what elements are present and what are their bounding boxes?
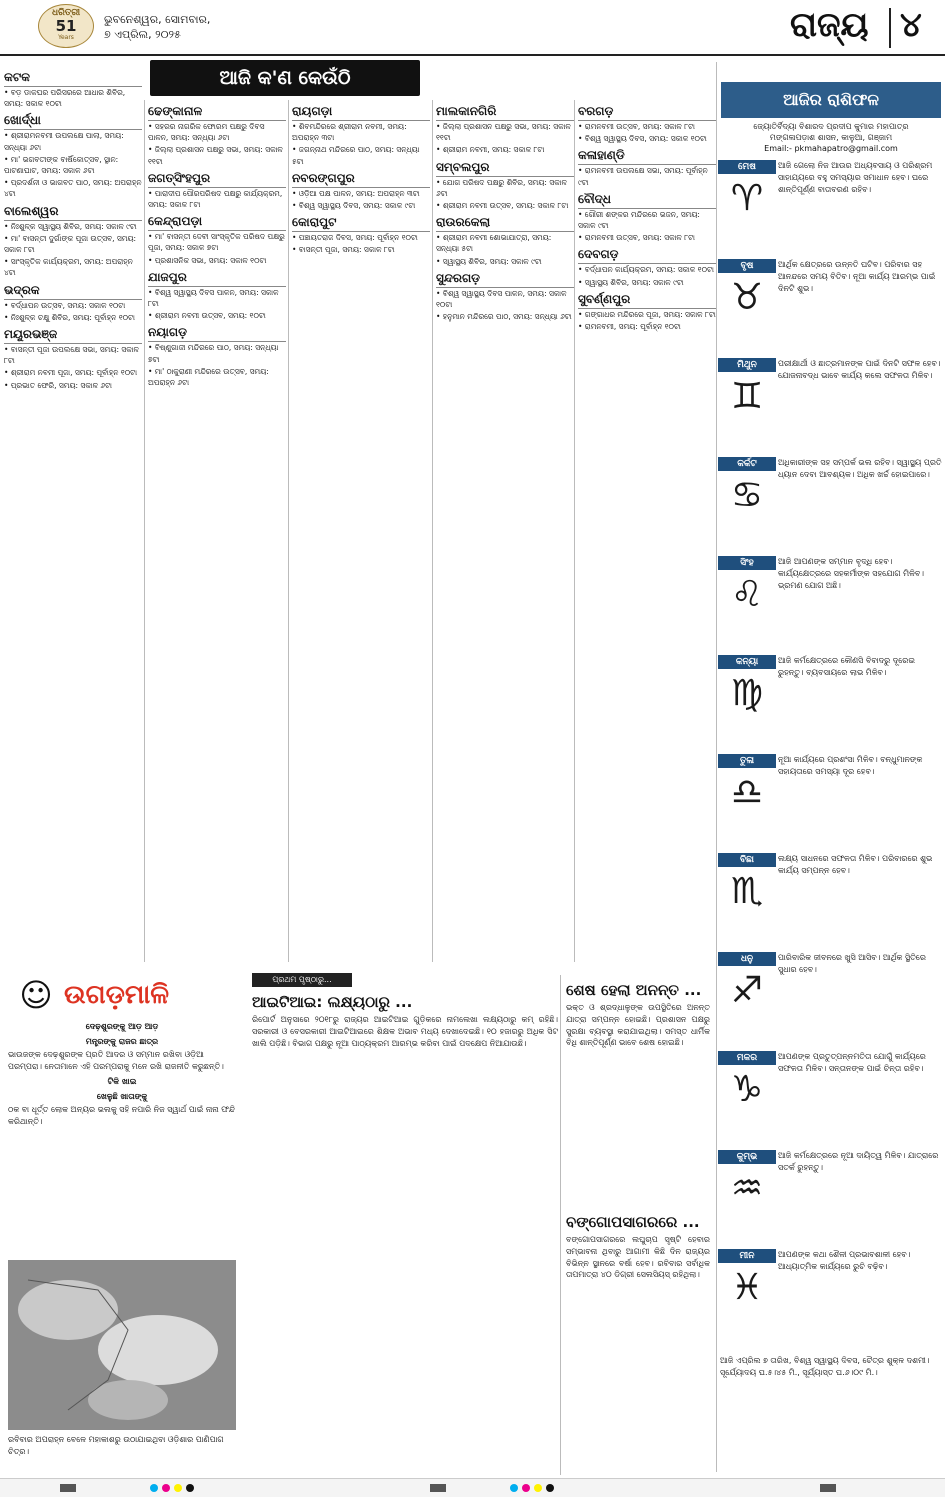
ugadmali-subheading-2: ଖେଳୁଛି ଖାତାଙ୍କୁ [96, 1092, 148, 1101]
district-heading: ବାଲେଶ୍ୱର [4, 203, 142, 221]
event-entry: • ଶ୍ରୀରାମ ନବମୀ ଉତ୍ସବ, ସମୟ: ସକାଳ ୮ଟା [436, 201, 569, 211]
magenta-dot [522, 1484, 530, 1492]
horoscope-sign-text: ପରୀକ୍ଷାର୍ଥୀ ଓ ଛାତ୍ରମାନଙ୍କ ପାଇଁ ଦିନଟି ସଫଳ ହେବ। ଯୋଜନାବଦ୍ଧ ଭାବେ କାର୍ଯ୍ୟ କଲେ ସଫଳତା ମିଳିବ। [778, 359, 941, 381]
print-color-bar [0, 1478, 945, 1497]
event-entry: • ଶ୍ରୀରାମ ନବମୀ ଶୋଭାଯାତ୍ରା, ସମୟ: ସନ୍ଧ୍ୟା ୫ଟା [436, 233, 552, 254]
satellite-cloud-map [8, 1260, 236, 1430]
horoscope-author: ଜ୍ୟୋତିର୍ବିଦ୍ୟା ବିଶାରଦ ପ୍ରଦୀପ କୁମାର ମହାପାତ୍ର [753, 122, 909, 131]
horoscope-sign [718, 160, 942, 255]
event-entry: • ଶ୍ରୀରାମ ନବମୀ, ସମୟ: ସକାଳ ୮ଟା [436, 145, 545, 155]
event-entry: • ଯୋଗ ପରିଷଦ ପକ୍ଷରୁ ଶିବିର, ସମୟ: ସକାଳ ୬ଟା [436, 177, 567, 198]
horoscope-sign-name: ମୀନ [718, 1249, 776, 1263]
district-heading: ବୌଦ୍ଧ [578, 191, 716, 209]
logo-title: ଧରିତ୍ରୀ [51, 8, 81, 18]
event-entry: • ବିଶ୍ୱ ସ୍ୱାସ୍ଥ୍ୟ ଦିବସ, ସମୟ: ସକାଳ ୧୦ଟା [578, 134, 707, 144]
event-entry: • ନିଃଶୁଳ୍କ ସ୍ୱାସ୍ଥ୍ୟ ଶିବିର, ସମୟ: ସକାଳ ୯ଟା [4, 221, 137, 231]
event-entry: • ଜଗନ୍ନାଥ ମନ୍ଦିରରେ ପାଠ, ସମୟ: ସନ୍ଧ୍ୟା ୫ଟା [292, 145, 420, 166]
horoscope-sign-text: ଆପଣଙ୍କ ପ୍ରତୁତ୍ପନ୍ନମତିତା ଯୋଗୁଁ କାର୍ଯ୍ୟରେ ସଫଳତା ମିଳିବ। ସନ୍ତାନଙ୍କ ପାଇଁ ଚିନ୍ତା ରହିବ। [778, 1052, 926, 1074]
anniversary-logo [38, 4, 94, 48]
event-entry: • ଗୌରୀ ଶଙ୍କର ମନ୍ଦିରରେ ଭଜନ, ସମୟ: ସକାଳ ୯ଟା [578, 209, 700, 231]
district-heading: ଜଗତ୍‌ସିଂହପୁର [148, 170, 286, 188]
ugadmali-column [8, 1018, 236, 1128]
horoscope-email: Email:- pkmahapatro@gmail.com [764, 144, 898, 153]
satellite-image [8, 1260, 236, 1430]
horoscope-address: ମଙ୍ଗଳାପଡ଼ାଶ ଶାସନ, କାଳୁଆ, ଗଞ୍ଜାମ [769, 133, 893, 142]
event-entry: • ପ୍ରଦର୍ଶନୀ ଓ ଭାଗବତ ପାଠ, ସମୟ: ଅପରାହ୍ନ ୪ଟା [4, 178, 142, 199]
horoscope-sign [718, 655, 942, 750]
district-heading: ସୁନ୍ଦରଗଡ଼ [436, 270, 574, 288]
district-heading: ଖୋର୍ଦ୍ଧା [4, 112, 142, 130]
story-anant [566, 980, 710, 1210]
horoscope-sign-text: ଲକ୍ଷ୍ୟ ସାଧନରେ ସଫଳତା ମିଳିବ। ପରିବାରରେ ଶୁଭ କାର୍ଯ୍ୟ ସମ୍ପନ୍ନ ହେବ। [778, 854, 933, 876]
dateline-place: ଭୁବନେଶ୍ୱର, ସୋମବାର, [104, 13, 211, 26]
zodiac-sign-icon: ♌ [730, 574, 764, 615]
column-divider [288, 100, 289, 962]
district-heading: କଟକ [4, 69, 142, 87]
district-heading: କେନ୍ଦ୍ରାପଡ଼ା [148, 213, 286, 231]
event-entry: • ସ୍ୱାସ୍ଥ୍ୟ ଶିବିର, ସମୟ: ସକାଳ ୯ଟା [578, 277, 684, 287]
horoscope-sign-name: ମେଷ [718, 160, 776, 174]
event-entry: • ରାମନବମୀ ଉତ୍ସବ, ସମୟ: ସକାଳ ୮ଟା [578, 233, 696, 243]
event-entry: • ଓଡ଼ିଆ ପକ୍ଷ ପାଳନ, ସମୟ: ଅପରାହ୍ନ ୩ଟା [292, 188, 420, 198]
horoscope-sign-name: କୁମ୍ଭ [718, 1150, 776, 1164]
horoscope-sign [718, 259, 942, 354]
continued-tag: ପ୍ରଥମ ପୃଷ୍ଠାରୁ... [252, 973, 352, 987]
black-dot [186, 1484, 194, 1492]
column-divider [560, 975, 561, 1475]
event-entry: • ସ୍ୱାସ୍ଥ୍ୟ ଶିବିର, ସମୟ: ସକାଳ ୯ଟା [436, 256, 542, 266]
zodiac-sign-icon: ♑ [730, 1069, 764, 1110]
district-heading: ରାୟଗଡ଼ା [292, 103, 430, 121]
district-heading: ନୟାଗଡ଼ [148, 324, 286, 342]
horoscope-footer: ଆଜି ଏପ୍ରିଲ ୭ ତାରିଖ, ବିଶ୍ୱ ସ୍ୱାସ୍ଥ୍ୟ ଦିବସ, ଚୈତ୍ର ଶୁକ୍ଳ ଦଶମୀ। ସୂର୍ଯ୍ୟୋଦୟ ଘ.୫।୪୫ ମି., ସୂର୍ଯ୍ୟାସ୍ତ ଘ.୬।୦୯ ମି.। [720, 1356, 930, 1378]
district-heading: ଭଦ୍ରକ [4, 282, 142, 300]
dateline [104, 12, 210, 42]
ugadmali-subheading-1: ମନ୍ତ୍ରଙ୍କୁ ରାଜର ଛାତ୍ର [85, 1037, 159, 1046]
horoscope-sign-text: ପାରିବାରିକ ଜୀବନରେ ଖୁସି ଆସିବ। ଆର୍ଥିକ ସ୍ଥିତିରେ ସୁଧାର ହେବ। [778, 953, 926, 975]
satellite-caption: ରବିବାର ଅପରାହ୍ନ ବେଳେ ମହାକାଶରୁ ଉଠାଯାଇଥିବା ଓଡ଼ିଶାର ପାଣିପାଗ ଚିତ୍ର। [8, 1435, 224, 1456]
horoscope-sign-name: ବିଛା [718, 853, 776, 867]
event-entry: • ଶ୍ରୀରାମ ନବମୀ ପୂଜା, ସମୟ: ପୂର୍ବାହ୍ନ ୧୦ଟା [4, 368, 138, 378]
event-entry: • ରାମନବମୀ ଉପଲକ୍ଷେ ସଭା, ସମୟ: ପୂର୍ବାହ୍ନ ୯ଟା [578, 166, 708, 187]
event-entry: • ବାସନ୍ତୀ ପୂଜା ଉପଲକ୍ଷେ ସଭା, ସମୟ: ସକାଳ ୮ଟା [4, 345, 139, 366]
story-bay [566, 1212, 710, 1472]
horoscope-sign [718, 853, 942, 948]
events-column [4, 66, 142, 966]
zodiac-sign-icon: ♉ [730, 277, 764, 318]
horoscope-sign [718, 1249, 942, 1344]
events-column [436, 100, 574, 966]
horoscope-sign-name: ମକର [718, 1051, 776, 1065]
horoscope-sign-text: ଆଜି କର୍ମକ୍ଷେତ୍ରରେ ନୂଆ ଦାୟିତ୍ୱ ମିଳିବ। ଯାତ୍ରାରେ ସତର୍କ ରୁହନ୍ତୁ। [778, 1151, 939, 1173]
event-entry: • ଶିବମନ୍ଦିରରେ ଶ୍ରୀରାମ ନବମୀ, ସମୟ: ଅପରାହ୍ନ ୩ଟା [292, 122, 407, 143]
district-heading: ରାଉରକେଲା [436, 214, 574, 232]
events-column [148, 100, 286, 966]
gray-swatch [820, 1484, 836, 1492]
horoscope-byline [721, 121, 941, 154]
story-bay-title: ବଙ୍ଗୋପସାଗରରେ ... [566, 1213, 700, 1231]
horoscope-sign-name: ଧନୁ [718, 952, 776, 966]
ugadmali-title: ଉଗଡ଼ମାଳି [64, 980, 170, 1010]
horoscope-sign [718, 457, 942, 552]
zodiac-sign-icon: ♍ [730, 673, 764, 714]
district-heading: କୋରାପୁଟ [292, 214, 430, 232]
horoscope-sign-name: ମିଥୁନ [718, 358, 776, 372]
gray-swatch [430, 1484, 446, 1492]
page-number: ୪ [900, 5, 922, 45]
event-entry: • ପ୍ରଭାତ ଫେରି, ସମୟ: ସକାଳ ୬ଟା [4, 380, 113, 390]
zodiac-sign-icon: ♊ [730, 376, 764, 417]
district-heading: ସମ୍ବଲପୁର [436, 159, 574, 177]
horoscope-sign [718, 1051, 942, 1146]
event-entry: • ପ୍ରଶାସନିକ ସଭା, ସମୟ: ସକାଳ ୧୦ଟା [148, 255, 267, 265]
story-iti [252, 992, 558, 1472]
cartoon-face-icon: ☺ [19, 976, 53, 1014]
event-entry: • ବର୍ଦ୍ଧାପନ ଉତ୍ସବ, ସମୟ: ସକାଳ ୧୦ଟା [4, 300, 126, 310]
ugadmali-heading-1: ଦେଢ଼ଶୁରଙ୍କୁ ଆଡ଼ ଆଡ଼ [85, 1022, 159, 1031]
horoscope-title: ଆଜିର ରାଶିଫଳ [721, 82, 941, 118]
logo-number: 51 [55, 17, 77, 35]
horoscope-sign [718, 754, 942, 849]
story-bay-body: ବଙ୍ଗୋପସାଗରରେ ଲଘୁଚାପ ସୃଷ୍ଟି ହେବାର ସମ୍ଭାବନା ଥିବାରୁ ଆଗାମୀ କିଛି ଦିନ ରାଜ୍ୟର ବିଭିନ୍ନ ସ୍ଥାନରେ ବର୍ଷା ହେବ। ରବିବାର ସର୍ବାଧିକ ତାପମାତ୍ରା ୪୦ ଡିଗ୍ରୀ ସେଲସିୟସ୍ ରହିଥିଲା। [566, 1235, 710, 1280]
horoscope-sign-name: ସିଂହ [718, 556, 776, 570]
district-heading: କଳାହାଣ୍ଡି [578, 147, 716, 165]
ugadmali-body-1: ଭାଉଜଙ୍କ ଦେଢ଼ଶୁରଙ୍କ ପ୍ରତି ଆଦର ଓ ସମ୍ମାନ ରଖିବା ଓଡ଼ିଆ ପରମ୍ପରା। ନେତାମାନେ ଏହି ପରମ୍ପରାକୁ ମନେ ରଖି ରାଜନୀତି କରୁଛନ୍ତି। [8, 1050, 224, 1071]
horoscope-sign-text: ଆଜି ଆପଣଙ୍କ ସମ୍ମାନ ବୃଦ୍ଧି ହେବ। କାର୍ଯ୍ୟକ୍ଷେତ୍ରରେ ସହକର୍ମୀଙ୍କ ସହଯୋଗ ମିଳିବ। ଭ୍ରମଣ ଯୋଗ ଅଛି। [778, 557, 924, 591]
event-entry: • ମା' ଠାକୁରାଣୀ ମନ୍ଦିରରେ ଉତ୍ସବ, ସମୟ: ଅପରାହ୍ନ ୬ଟା [148, 366, 269, 388]
horoscope-sign-text: ଆଜି କର୍ମକ୍ଷେତ୍ରରେ କୌଣସି ବିବାଦରୁ ଦୂରେଇ ରୁହନ୍ତୁ। ବ୍ୟବସାୟରେ ଲାଭ ମିଳିବ। [778, 656, 915, 678]
district-heading: ଦେବଗଡ଼ [578, 246, 716, 264]
event-entry: • ସହରର ନାଗରିକ ଫୋରମ ପକ୍ଷରୁ ଦିବସ ପାଳନ, ସମୟ: ସନ୍ଧ୍ୟା ୬ଟା [148, 122, 265, 143]
yellow-dot [534, 1484, 542, 1492]
event-entry: • ରାମନବମୀ ଉତ୍ସବ, ସମୟ: ସକାଳ ୮ଟା [578, 122, 696, 131]
event-entry: • ଜିଲ୍ଲା ପ୍ରଶାସନ ପକ୍ଷରୁ ସଭା, ସମୟ: ସକାଳ ୧୧ଟା [436, 122, 571, 143]
dateline-date: ୭ ଏପ୍ରିଲ, ୨୦୨୫ [104, 28, 181, 41]
story-iti-title: ଆଇଟିଆଇ: ଲକ୍ଷ୍ୟଠାରୁ ... [252, 993, 413, 1011]
event-entry: • ପଞ୍ଚାୟତରାଜ ଦିବସ, ସମୟ: ପୂର୍ବାହ୍ନ ୧୦ଟା [292, 233, 418, 243]
event-entry: • ମା' ବାସନ୍ତୀ ଦୁର୍ଗାଙ୍କ ପୂଜା ଉତ୍ସବ, ସମୟ: ସକାଳ ୮ଟା [4, 233, 137, 255]
gray-swatch [60, 1484, 76, 1492]
zodiac-sign-icon: ♓ [730, 1267, 764, 1308]
logo-sub: Years [58, 34, 74, 41]
event-entry: • ମା' ଭଗବତୀଙ୍କ ବାର୍ଷିକୋତ୍ସବ, ସ୍ଥାନ: ପାଟଣାଘାଟ, ସମୟ: ସକାଳ ୬ଟା [4, 154, 119, 176]
column-divider [144, 100, 145, 962]
event-entry: • ମା' ବାସନ୍ତୀ ଦେବୀ ସାଂସ୍କୃତିକ ପରିଷଦ ପକ୍ଷରୁ ପୂଜା, ସମୟ: ସକାଳ ୭ଟା [148, 232, 285, 253]
horoscope-sign-text: ଆଜି ଗେଲୋ ନିଜ ଆଉର ଅଧ୍ୟବସାୟ ଓ ପରିଶ୍ରମ ସାହାଯ୍ୟରେ ବହୁ ସମସ୍ୟାର ସମାଧାନ ହେବ। ଘରେ ଶାନ୍ତିପୂର୍ଣ୍ଣ ବାତାବରଣ ରହିବ। [778, 161, 933, 195]
event-entry: • ରାମନବମୀ, ସମୟ: ପୂର୍ବାହ୍ନ ୧୦ଟା [578, 322, 681, 332]
events-banner: ଆଜି କ'ଣ କେଉଁଠି [150, 60, 420, 96]
column-divider [574, 100, 575, 962]
district-heading: ସୁବର୍ଣ୍ଣପୁର [578, 291, 716, 309]
column-divider [716, 62, 717, 1472]
story-anant-body: ଭକ୍ତ ଓ ଶ୍ରଦ୍ଧାଳୁଙ୍କ ଉପସ୍ଥିତିରେ ଅନନ୍ତ ଯାତ୍ରା ସମ୍ପନ୍ନ ହୋଇଛି। ପ୍ରଶାସନ ପକ୍ଷରୁ ସୁରକ୍ଷା ବ୍ୟବସ୍ଥା କରାଯାଇଥିଲା। ସମସ୍ତ ଧାର୍ମିକ ବିଧି ଶାନ୍ତିପୂର୍ଣ୍ଣ ଭାବେ ଶେଷ ହୋଇଛି। [566, 1003, 710, 1048]
horoscope-sign [718, 1150, 942, 1245]
horoscope-sign-name: କର୍କଟ [718, 457, 776, 471]
district-heading: ମୟୂରଭଞ୍ଜ [4, 326, 142, 344]
story-iti-body: ରିପୋର୍ଟ ଅନୁସାରେ ୨୦୧୮ରୁ ରାଜ୍ୟର ଆଇଟିଆଇ ଗୁଡ଼ିକରେ ନାମଲେଖା ଲକ୍ଷ୍ୟଠାରୁ କମ୍ ରହିଛି। ସରକାରୀ ଓ ବେସରକାରୀ ଆଇଟିଆଇରେ ଶିକ୍ଷକ ଅଭାବ ମଧ୍ୟ ଦେଖାଦେଇଛି। ୧୦ ହଜାରରୁ ଅଧିକ ସିଟ ଖାଲି ପଡ଼ିଛି। ବିଭାଗ ପକ୍ଷରୁ ନୂଆ ପାଠ୍ୟକ୍ରମ ଆରମ୍ଭ କରିବା ପାଇଁ ପଦକ୍ଷେପ ନିଆଯାଉଛି। [252, 1015, 558, 1048]
district-heading: ଢେଙ୍କାନାଳ [148, 103, 286, 121]
zodiac-sign-icon: ♈ [730, 178, 764, 219]
horoscope-sign-text: ନୂଆ କାର୍ଯ୍ୟରେ ପ୍ରଶଂସା ମିଳିବ। ବନ୍ଧୁମାନଙ୍କ ସହାୟତାରେ ସମସ୍ୟା ଦୂର ହେବ। [778, 755, 923, 777]
event-entry: • ବାସନ୍ତୀ ପୂଜା, ସମୟ: ସକାଳ ୮ଟା [292, 245, 395, 255]
story-anant-title: ଶେଷ ହେଲା ଅନନ୍ତ ... [566, 981, 702, 999]
event-entry: • ପାରାଦୀପ ପୌରପରିଷଦ ପକ୍ଷରୁ କାର୍ଯ୍ୟକ୍ରମ, ସମୟ: ସକାଳ ୮ଟା [148, 188, 283, 210]
cyan-dot [150, 1484, 158, 1492]
horoscope-sign-text: ଆପଣଙ୍କ କଥା ଶୈଳୀ ପ୍ରଭାବଶାଳୀ ହେବ। ଆଧ୍ୟାତ୍ମିକ କାର୍ଯ୍ୟରେ ରୁଚି ବଢ଼ିବ। [778, 1250, 911, 1272]
event-entry: • ସାଂସ୍କୃତିକ କାର୍ଯ୍ୟକ୍ରମ, ସମୟ: ଅପରାହ୍ନ ୪ଟା [4, 257, 133, 278]
event-entry: • ବିଷ୍ଣୁଗାଜୀ ମନ୍ଦିରରେ ପାଠ, ସମୟ: ସନ୍ଧ୍ୟା ୭ଟା [148, 343, 279, 364]
horoscope-sign-name: ବୃଷ [718, 259, 776, 273]
event-entry: • ବିଶ୍ୱ ସ୍ୱାସ୍ଥ୍ୟ ଦିବସ ପାଳନ, ସମୟ: ସକାଳ ୧୦ଟା [436, 288, 567, 310]
horoscope-sign [718, 358, 942, 453]
horoscope-sign [718, 556, 942, 651]
ugadmali-heading-2: ଟିକି ଖାଇ [107, 1077, 137, 1086]
event-entry: • ଗଙ୍ଗାଧର ମନ୍ଦିରରେ ପୂଜା, ସମୟ: ସକାଳ ୮ଟା [578, 309, 716, 319]
event-entry: • ବଡ଼ ଡାକଘର ପରିସରରେ ଆଧାର ଶିବିର, ସମୟ: ସକାଳ ୧୦ଟା [4, 88, 126, 109]
yellow-dot [174, 1484, 182, 1492]
header-divider [889, 8, 891, 48]
ugadmali-body-2: ଠକ ବା ଧୂର୍ତ୍ତ ଲୋକ ଅନ୍ୟର ଭଲକୁ ସହି ନପାରି ନିଜ ସ୍ୱାର୍ଥ ପାଇଁ ନାନା ଫନ୍ଦି କରିଥାନ୍ତି। [8, 1105, 235, 1126]
horoscope-sign-name: ତୁଳା [718, 754, 776, 768]
event-entry: • ବର୍ଦ୍ଧାପନ କାର୍ଯ୍ୟକ୍ରମ, ସମୟ: ସକାଳ ୧୦ଟା [578, 265, 714, 275]
cyan-dot [510, 1484, 518, 1492]
masthead [0, 0, 945, 56]
horoscope-sign [718, 952, 942, 1047]
event-entry: • ଜିଲ୍ଲା ପ୍ରଶାସନ ପକ୍ଷରୁ ସଭା, ସମୟ: ସକାଳ ୧୧ଟା [148, 145, 283, 166]
district-heading: ଯାଜପୁର [148, 269, 286, 287]
event-entry: • ହନୁମାନ ମନ୍ଦିରରେ ପାଠ, ସମୟ: ସନ୍ଧ୍ୟା ୬ଟା [436, 312, 572, 322]
horoscope-sign-text: ଆର୍ଥିକ କ୍ଷେତ୍ରରେ ଉନ୍ନତି ଘଟିବ। ପରିବାର ସହ ଆନନ୍ଦରେ ସମୟ ବିତିବ। ନୂଆ କାର୍ଯ୍ୟ ଆରମ୍ଭ ପାଇଁ ଦିନଟି ଶୁଭ। [778, 260, 936, 294]
zodiac-sign-icon: ♏ [730, 871, 764, 912]
column-divider [432, 100, 433, 962]
horoscope-sign-name: କନ୍ୟା [718, 655, 776, 669]
events-column [578, 100, 716, 966]
event-entry: • ଶ୍ରୀରାମନବମୀ ଉପଲକ୍ଷେ ପାଲା, ସମୟ: ସନ୍ଧ୍ୟା ୬ଟା [4, 131, 124, 152]
event-entry: • ଶ୍ରୀରାମ ନବମୀ ଉତ୍ସବ, ସମୟ: ୧୦ଟା [148, 311, 266, 321]
zodiac-sign-icon: ♒ [730, 1168, 764, 1209]
zodiac-sign-icon: ♋ [730, 475, 764, 516]
horoscope-sign-text: ଅଧିକାରୀଙ୍କ ସହ ସମ୍ପର୍କ ଭଲ ରହିବ। ସ୍ୱାସ୍ଥ୍ୟ ପ୍ରତି ଧ୍ୟାନ ଦେବା ଆବଶ୍ୟକ। ଅଧିକ ଖର୍ଚ୍ଚ ହୋଇପାରେ। [778, 458, 942, 480]
event-entry: • ବିଶ୍ୱ ସ୍ୱାସ୍ଥ୍ୟ ଦିବସ ପାଳନ, ସମୟ: ସକାଳ ୮ଟା [148, 287, 279, 309]
section-title: ରାଜ୍ୟ [790, 5, 869, 45]
district-heading: ବରଗଡ଼ [578, 103, 716, 121]
black-dot [546, 1484, 554, 1492]
magenta-dot [162, 1484, 170, 1492]
zodiac-sign-icon: ♎ [730, 772, 764, 813]
zodiac-sign-icon: ♐ [730, 970, 764, 1011]
district-heading: ନବରଙ୍ଗପୁର [292, 170, 430, 188]
district-heading: ମାଲକାନଗିରି [436, 103, 574, 121]
event-entry: • ବିଶ୍ୱ ସ୍ୱାସ୍ଥ୍ୟ ଦିବସ, ସମୟ: ସକାଳ ୯ଟା [292, 201, 416, 211]
events-column [292, 100, 430, 966]
event-entry: • ନିଃଶୁଳ୍କ ଚକ୍ଷୁ ଶିବିର, ସମୟ: ପୂର୍ବାହ୍ନ ୧୦ଟା [4, 312, 135, 322]
ugadmali-logo [14, 975, 236, 1015]
